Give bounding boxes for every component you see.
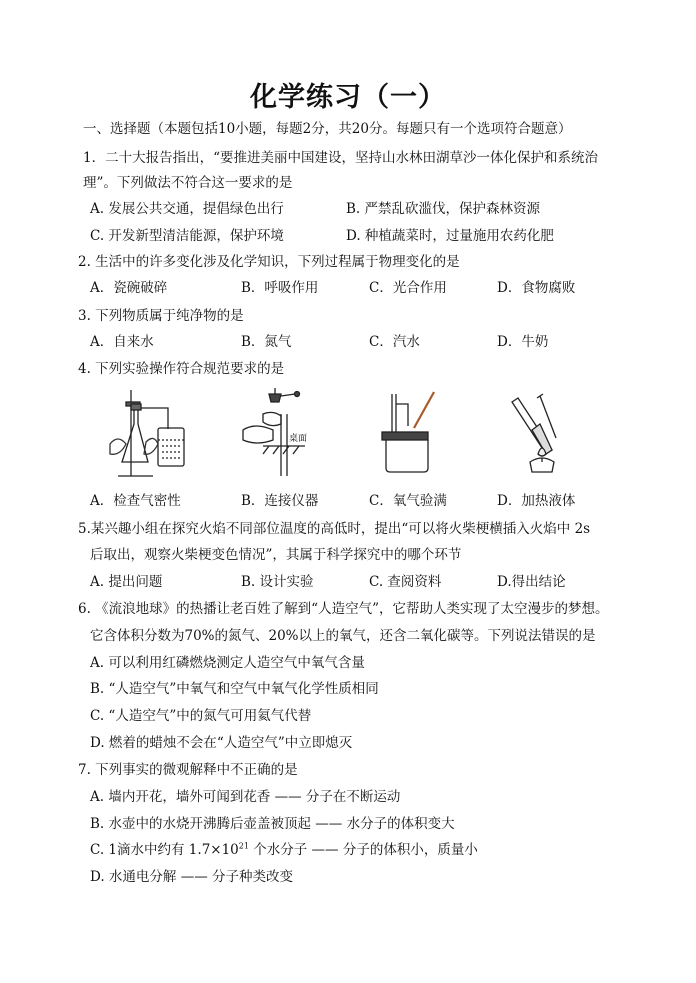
q5-stem-line2: 后取出，观察火柴梗变色情况”，其属于科学探究中的哪个环节 bbox=[90, 547, 462, 563]
q4-option-d: D．加热液体 bbox=[497, 493, 576, 509]
q6-option-c: C. “人造空气”中的氮气可用氦气代替 bbox=[90, 708, 312, 724]
q6-stem-line1: 6. 《流浪地球》的热播让老百姓了解到“人造空气”，它帮助人类实现了太空漫步的梦想。 bbox=[78, 601, 609, 617]
q7-option-a: A. 墙内开花，墙外可闻到花香 —— 分子在不断运动 bbox=[90, 789, 401, 805]
q7-option-c-suffix: 个水分子 —— 分子的体积小，质量小 bbox=[248, 842, 478, 858]
q4-option-a: A．检查气密性 bbox=[90, 493, 181, 509]
q7-option-b: B. 水壶中的水烧开沸腾后壶盖被顶起 —— 水分子的体积变大 bbox=[90, 816, 455, 832]
q2-option-b: B．呼吸作用 bbox=[241, 280, 319, 296]
q2-option-a: A．瓷碗破碎 bbox=[90, 280, 168, 296]
q6-option-d: D. 燃着的蜡烛不会在“人造空气”中立即熄灭 bbox=[90, 735, 353, 751]
q4-stem: 4. 下列实验操作符合规范要求的是 bbox=[78, 361, 285, 377]
q7-option-c-prefix: C. 1滴水中约有 1.7×10 bbox=[90, 842, 239, 858]
q5-option-d: D.得出结论 bbox=[497, 574, 566, 590]
q5-option-c: C. 查阅资料 bbox=[369, 574, 442, 590]
q2-option-c: C．光合作用 bbox=[369, 280, 447, 296]
q3-stem: 3. 下列物质属于纯净物的是 bbox=[78, 308, 244, 324]
q6-option-a: A. 可以利用红磷燃烧测定人造空气中氧气含量 bbox=[90, 655, 365, 671]
q4-option-c: C．氧气验满 bbox=[369, 493, 447, 509]
q7-option-c bbox=[90, 841, 478, 859]
q2-option-d: D．食物腐败 bbox=[497, 280, 576, 296]
q5-option-a: A. 提出问题 bbox=[90, 574, 163, 590]
q5-stem-line1: 5.某兴趣小组在探究火焰不同部位温度的高低时，提出“可以将火柴梗横插入火焰中 2s bbox=[78, 521, 591, 537]
figure-airtightness-check bbox=[98, 384, 193, 479]
q7-option-c-exponent: 21 bbox=[238, 841, 249, 851]
q1-stem-line2: 理”。下列做法不符合这一要求的是 bbox=[83, 175, 293, 191]
q1-stem-line1: 1．二十大报告指出，“要推进美丽中国建设，坚持山水林田湖草沙一体化保护和系统治 bbox=[83, 150, 598, 166]
q1-option-c: C. 开发新型清洁能源，保护环境 bbox=[90, 228, 284, 244]
q6-option-b: B. “人造空气”中氧气和空气中氧气化学性质相同 bbox=[90, 681, 379, 697]
q4-option-b: B．连接仪器 bbox=[241, 493, 319, 509]
q1-option-b: B. 严禁乱砍滥伐，保护森林资源 bbox=[346, 201, 541, 217]
q3-option-b: B．氮气 bbox=[241, 334, 292, 350]
q3-option-d: D．牛奶 bbox=[497, 334, 549, 350]
figure-desk-label: 桌面 bbox=[289, 434, 308, 444]
q3-option-a: A．自来水 bbox=[90, 334, 154, 350]
q7-option-d: D. 水通电分解 —— 分子种类改变 bbox=[90, 869, 294, 885]
figure-connecting-instruments bbox=[233, 384, 328, 479]
section-header: 一、选择题（本题包括10小题，每题2分，共20分。每题只有一个选项符合题意） bbox=[83, 121, 572, 137]
figure-heating-liquid bbox=[490, 384, 585, 479]
page-title: 化学练习（一） bbox=[250, 82, 446, 113]
q2-stem: 2. 生活中的许多变化涉及化学知识，下列过程属于物理变化的是 bbox=[78, 254, 460, 270]
q1-option-d: D. 种植蔬菜时，过量施用农药化肥 bbox=[346, 228, 554, 244]
q6-stem-line2: 它含体积分数为70%的氮气、20%以上的氧气，还含二氧化碳等。下列说法错误的是 bbox=[90, 628, 596, 644]
q3-option-c: C．汽水 bbox=[369, 334, 420, 350]
figure-oxygen-full-test bbox=[362, 384, 457, 479]
q1-option-a: A. 发展公共交通，提倡绿色出行 bbox=[90, 201, 284, 217]
q7-stem: 7. 下列事实的微观解释中不正确的是 bbox=[78, 762, 298, 778]
q5-option-b: B. 设计实验 bbox=[241, 574, 314, 590]
